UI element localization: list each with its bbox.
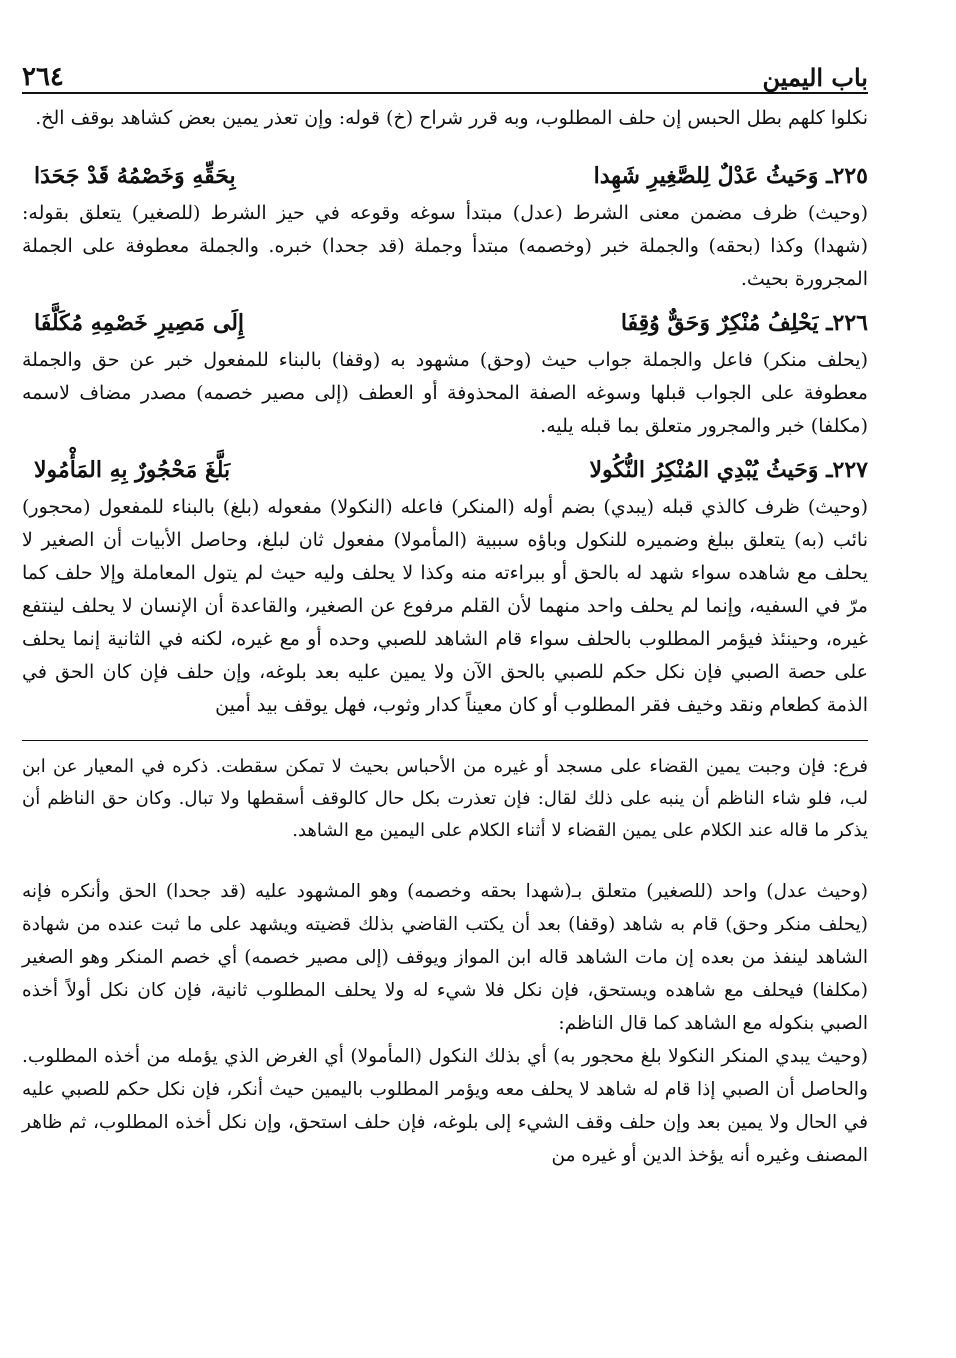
chapter-title: باب اليمين: [762, 63, 868, 92]
verse-explanation: (يحلف منكر) فاعل والجملة جواب حيث (وحق) مشهود به (وقفا) بالبناء للمفعول خبر عن حق والجملة معطوفة على الجواب قبلها وسوغه الصفة المحذوفة أو العطف (إلى مصير خصمه) مصدر مضاف لاسمه (مكلفا) خبر والمجرور متعلق بما قبله يليه.: [22, 349, 868, 437]
verse-225: [22, 155, 868, 197]
commentary-paragraph: (وحيث يبدي المنكر النكولا بلغ محجور به) أي بذلك النكول (المأمولا) أي الغرض الذي يؤمله من أخذه المطلوب. والحاصل أن الصبي إذا قام له شاهد لا يحلف معه ويؤمر المطلوب باليمين حيث أنكر، فإن نكل حكم للصبي عليه في الحال ولا يمين بعد وإن حلف وقف الشيء إلى بلوغه، فإن حلف استحق، وإن نكل أخذه المطلوب، ثم ظاهر المصنف وغيره أنه يؤخذ الدين أو غيره من: [22, 1046, 868, 1166]
verse-second-half: إِلَى مَصِيرِ خَصْمِهِ مُكَلَّفَا: [34, 310, 245, 336]
page-header: [22, 32, 868, 94]
commentary-section: [22, 875, 868, 1172]
commentary-paragraph: (وحيث عدل) واحد (للصغير) متعلق بـ(شهدا بحقه وخصمه) وهو المشهود عليه (قد جحدا) الحق وأنكره فإنه (يحلف منكر وحق) قام به شاهد (وقفا) بعد أن يكتب القاضي بذلك قضيته ويشهد على ما ثبت عنده من شهادة الشاهد لينفذ من بعده إن مات الشاهد قاله ابن المواز ويوقف (إلى مصير خصمه) أي خصم المنكر وهو الصغير (مكلفا) فيحلف مع شاهده ويستحق، فإن نكل فلا شيء له ولا يحلف المطلوب ثانية، فإن كان نكل أولاً أخذه الصبي بنكوله مع الشاهد كما قال الناظم:: [22, 881, 868, 1034]
verse-227: [22, 449, 868, 491]
intro-paragraph: نكلوا كلهم بطل الحبس إن حلف المطلوب، وبه قرر شراح (خ) قوله: وإن تعذر يمين بعض كشاهد بوقف الخ.: [35, 107, 868, 129]
verse-explanation: (وحيث) ظرف مضمن معنى الشرط (عدل) مبتدأ سوغه وقوعه في حيز الشرط (للصغير) يتعلق بقوله: (شهدا) وكذا (بحقه) والجملة خبر (وخصمه) مبتدأ وجملة (قد جحدا) خبره. والجملة معطوفة على الجملة المجرورة بحيث.: [22, 202, 868, 290]
page: [22, 32, 868, 1172]
verse-first-half: ٢٢٥ـ وَحَيثُ عَدْلٌ لِلصَّغِيرِ شَهِدا: [593, 163, 868, 189]
footnote-section: [22, 751, 868, 847]
verse-second-half: بِحَقِّهِ وَخَصْمُهُ قَدْ جَحَدَا: [34, 163, 236, 189]
verse-second-half: بَلَّغَ مَحْجُورٌ بِهِ المَأْمُولا: [34, 457, 231, 483]
verse-226: [22, 302, 868, 344]
page-number: ٢٦٤: [22, 62, 64, 92]
main-text: [22, 102, 868, 722]
footnote-divider: [22, 740, 868, 741]
verse-first-half: ٢٢٦ـ يَحْلِفُ مُنْكِرٌ وَحَقٌّ وُقِفَا: [620, 310, 868, 336]
footnote: فرع: فإن وجبت يمين القضاء على مسجد أو غيره من الأحباس بحيث لا تمكن سقطت. ذكره في المعيار عن ابن لب، فلو شاء الناظم أن ينبه على ذلك لقال: فإن تعذرت بكل حال كالوقف أسقطها ولا تبال. وكان حق الناظم أن يذكر ما قاله عند الكلام على يمين القضاء لا أثناء الكلام على اليمين مع الشاهد.: [22, 756, 868, 841]
verse-explanation: (وحيث) ظرف كالذي قبله (يبدي) بضم أوله (المنكر) فاعله (النكولا) مفعوله (بلغ) بالبناء للمفعول (محجور) نائب (به) يتعلق ببلغ وضميره للنكول وباؤه سببية (المأمولا) مفعول ثان لبلغ، وحاصل الأبيات أن الصغير لا يحلف مع شاهده سواء شهد له بالحق أو ببراءته منه وكذا لا يحلف وليه حيث لم يتول المعاملة وإلا حلف كما مرّ في السفيه، وإنما لم يحلف واحد منهما لأن القلم مرفوع عن الصغير، والقاعدة أن الإنسان لا يحلف لينتفع غيره، وحينئذ فيؤمر المطلوب بالحلف سواء قام الشاهد للصبي وحده أو مع غيره، لكنه في الثانية إنما يحلف على حصة الصبي فإن نكل حكم للصبي بالحق الآن ولا يمين عليه بعد بلوغه، وإن حلف فإن كان الحق في الذمة كطعام ونقد وخيف فقر المطلوب أو كان معيناً كدار وثوب، فهل يوقف بيد أمين: [22, 496, 868, 716]
verse-first-half: ٢٢٧ـ وَحَيثُ يُبْدِي المُنْكِرُ النُّكُولا: [589, 457, 868, 483]
